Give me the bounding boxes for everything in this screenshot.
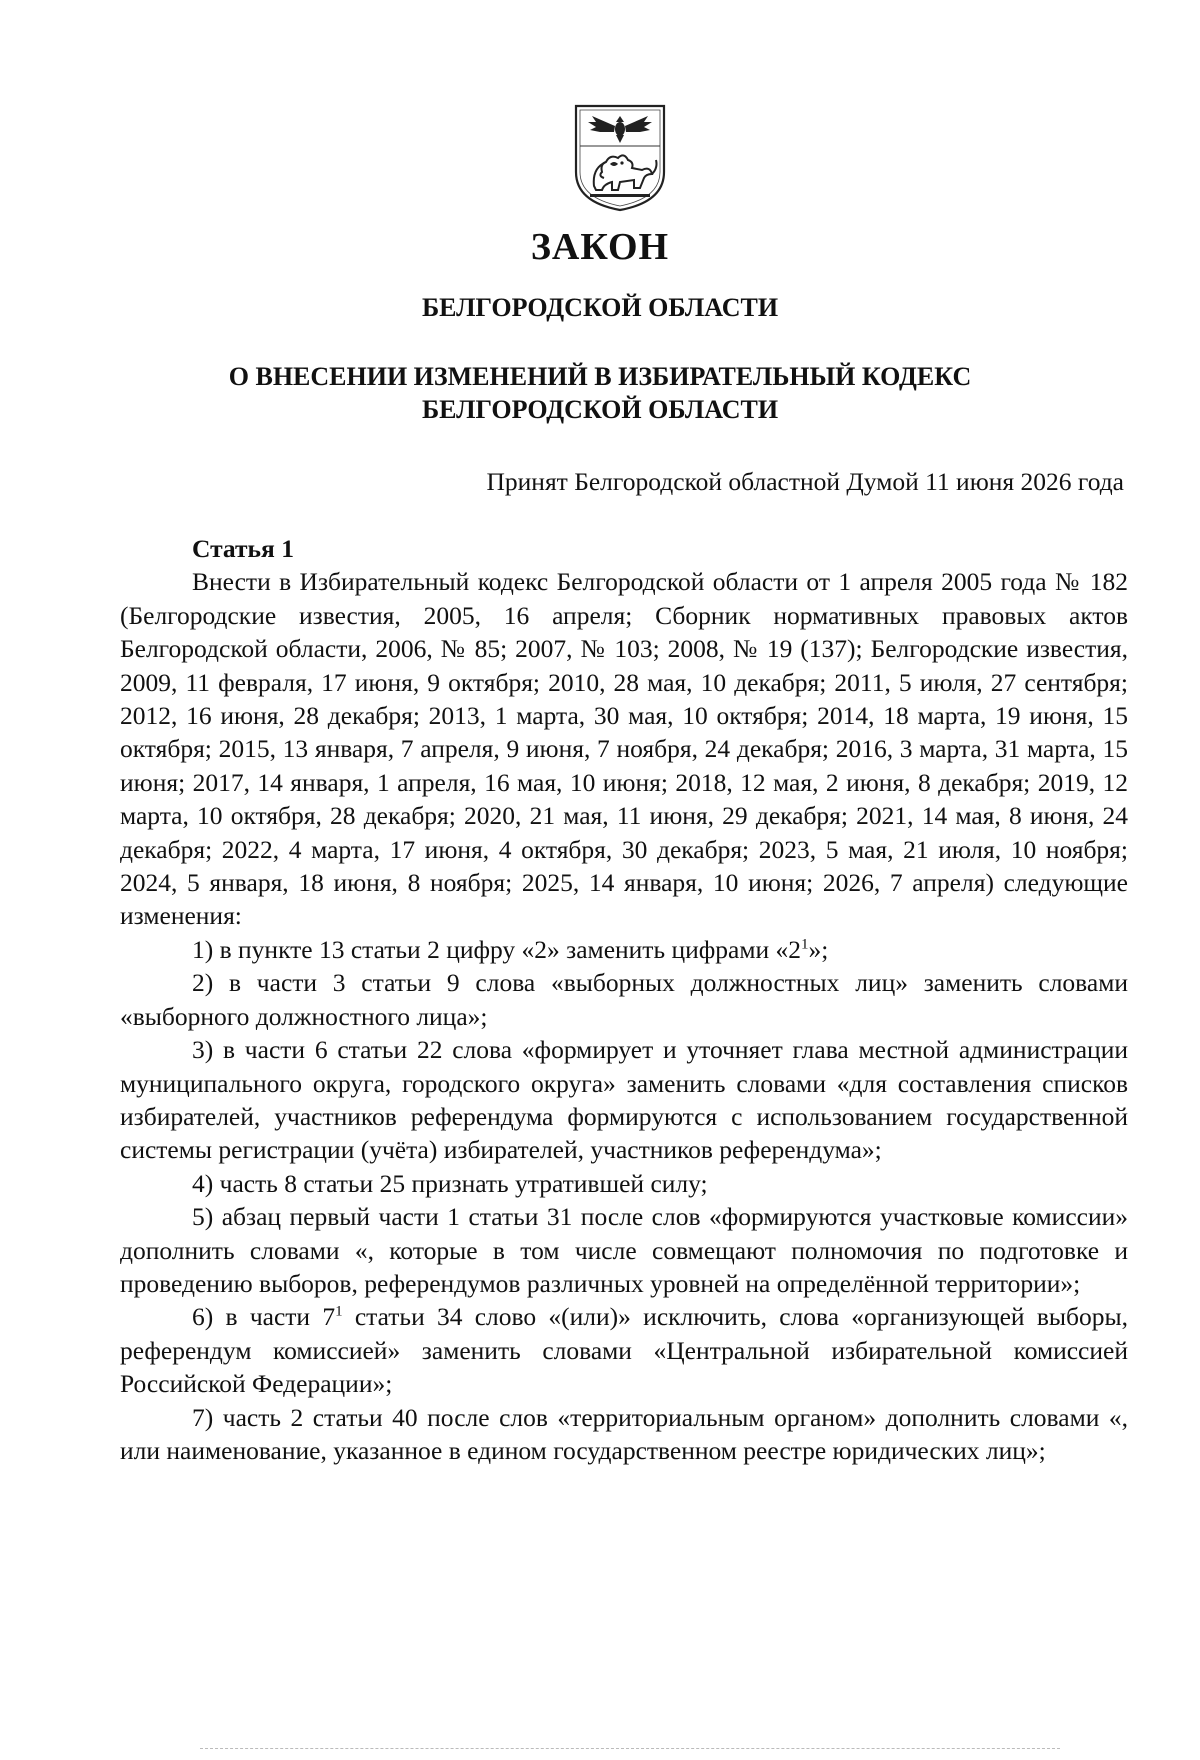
amendment-item-2: 2) в части 3 статьи 9 слова «выборных должностных лиц» заменить словами «выборного должностного лица»; xyxy=(120,968,1128,1031)
amendment-item-3: 3) в части 6 статьи 22 слова «формирует и уточняет глава местной администрации муниципального округа, городского округа» заменить словами «для составления списков избирателей, участников референдума формируются с использованием государственной системы регистрации (учёта) избирателей, участников референдума»; xyxy=(120,1035,1128,1165)
coat-of-arms-emblem xyxy=(570,102,670,212)
article-title: Статья 1 xyxy=(192,534,294,563)
amendment-item-1-end: »; xyxy=(808,934,829,964)
amendment-item-6-text: 6) в части 7 xyxy=(192,1302,336,1332)
amendment-item-1-text: 1) в пункте 13 статьи 2 цифру «2» заменить цифрами «2 xyxy=(192,934,801,964)
law-heading xyxy=(0,360,1200,426)
amendment-item-6-rest: статьи 34 слово «(или)» исключить, слова «организующей выборы, референдум комиссией» заменить словами «Центральной избирательной комиссией Российской Федерации»; xyxy=(120,1302,1128,1399)
amendment-item-6 xyxy=(120,1300,1128,1400)
superscript: 1 xyxy=(335,1303,343,1320)
amendment-item-4: 4) часть 8 статьи 25 признать утратившей силу; xyxy=(192,1168,708,1198)
article-intro-paragraph: Внести в Избирательный кодекс Белгородской области от 1 апреля 2005 года № 182 (Белгородские известия, 2005, 16 апреля; Сборник нормативных правовых актов Белгородской области, 2006, № 85; 2007, № 103; 2008, № 19 (137); Белгородские известия, 2009, 11 февраля, 17 июня, 9 октября; 2010, 28 мая, 10 декабря; 2011, 5 июля, 27 сентября; 2012, 16 июня, 28 декабря; 2013, 1 марта, 30 мая, 10 октября; 2014, 18 марта, 19 июня, 15 октября; 2015, 13 января, 7 апреля, 9 июня, 7 ноября, 24 декабря; 2016, 3 марта, 31 марта, 15 июня; 2017, 14 января, 1 апреля, 16 мая, 10 июня; 2018, 12 мая, 2 июня, 8 декабря; 2019, 12 марта, 10 октября, 28 декабря; 2020, 21 мая, 11 июня, 29 декабря; 2021, 14 мая, 8 июня, 24 декабря; 2022, 4 марта, 17 июня, 4 октября, 30 декабря; 2023, 5 мая, 21 июля, 10 ноября; 2024, 5 января, 18 июня, 8 ноября; 2025, 14 января, 10 июня; 2026, 7 апреля) следующие изменения: xyxy=(120,567,1128,931)
law-heading-line: О ВНЕСЕНИИ ИЗМЕНЕНИЙ В ИЗБИРАТЕЛЬНЫЙ КОДЕКС xyxy=(228,362,972,391)
amendment-item-7: 7) часть 2 статьи 40 после слов «территориальным органом» дополнить словами «, или наименование, указанное в едином государственном реестре юридических лиц»; xyxy=(120,1402,1128,1465)
adoption-note: Принят Белгородской областной Думой 11 июня 2026 года xyxy=(486,467,1124,496)
page-bottom-edge xyxy=(200,1748,1060,1749)
article-body xyxy=(120,532,1128,1467)
document-title: ЗАКОН xyxy=(530,226,670,268)
amendment-item-5: 5) абзац первый части 1 статьи 31 после слов «формируются участковые комиссии» дополнить словами «, которые в том числе совмещают полномочия по подготовке и проведению выборов, референдумов различных уровней на определённой территории»; xyxy=(120,1202,1128,1298)
superscript: 1 xyxy=(801,936,809,953)
law-heading-line: БЕЛГОРОДСКОЙ ОБЛАСТИ xyxy=(421,395,779,424)
document-subtitle: БЕЛГОРОДСКОЙ ОБЛАСТИ xyxy=(421,293,779,322)
coat-of-arms-icon xyxy=(570,102,670,212)
amendment-item-1 xyxy=(120,933,1128,966)
